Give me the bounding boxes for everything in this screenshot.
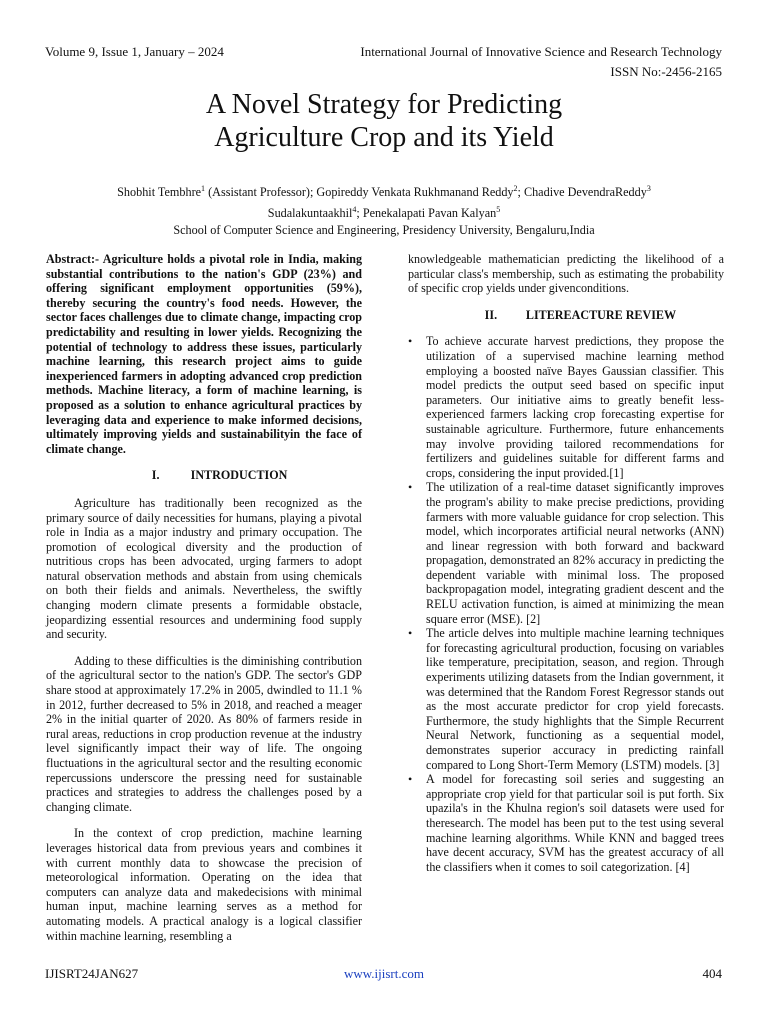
list-item: • The utilization of a real-time dataset significantly improves the program's ability to make precise predictions, providing farmers with more valuable guidance for crop selection. This model, which incorporates artificial neural networks (ANN) and linear regression with both forward and backward propagation, demonstrated an 82% accuracy in predicting the dependent variable with minimal loss. The proposed backpropagation model, integrating gradient descent and the RELU activation function, is aimed at minimizing the mean square error (MSE). [2] bbox=[408, 480, 724, 626]
abstract: Abstract:- Agriculture holds a pivotal role in India, making substantial contributions to the nation's GDP (23%) and offering significant employment opportunities (59%), thereby securing the country's food needs. However, the sector faces challenges due to climate change, impacting crop predictability and resulting in lower yields. Recognizing the potential of technology to address these issues, particularly machine learning, this research project aims to guide inexperienced farmers in adopting advanced crop prediction methods. Machine literacy, a form of machine learning, is proposed as a solution to enhance agricultural practices by leveraging data and experience to make informed decisions, ultimately improving yields and sustainabilityin the face of climate change. bbox=[46, 252, 362, 456]
issn: ISSN No:-2456-2165 bbox=[610, 64, 722, 79]
page-number: 404 bbox=[702, 966, 722, 981]
author-line-1 bbox=[60, 180, 708, 201]
affiliation: School of Computer Science and Engineering, Presidency University, Bengaluru,India bbox=[173, 223, 595, 238]
section-number: II. bbox=[484, 307, 498, 322]
section-heading-literature-review bbox=[408, 308, 724, 323]
intro-paragraph-3: In the context of crop prediction, machine learning leverages historical data from previous years and combines it with current monthly data to showcase the precision of meteorological information. Operating on the idea that computers can analyze data and makedecisions with minimal human input, machine learning serves as a method for automating models. A practical analogy is a logical classifier within machine learning, resembling a bbox=[46, 826, 362, 943]
author-4: Sudalakuntaakhil bbox=[267, 206, 353, 221]
author-block bbox=[60, 180, 708, 239]
sup-5: 5 bbox=[496, 205, 501, 215]
paper-title bbox=[0, 88, 768, 154]
list-item: • To achieve accurate harvest predictions, they propose the utilization of a supervised machine learning method employing a boosted naïve Bayes Gaussian classifier. This model predicts the output seed based on specific input parameters. Our initiative aims to greatly benefit less-experienced farmers lacking crop forecasting expertise for sustainable agriculture. Furthermore, future enhancements may involve providing tailored recommendations for fertilizers and guidelines suitable for different farms and crops, considering the input provided.[1] bbox=[408, 334, 724, 480]
list-item: • The article delves into multiple machine learning techniques for forecasting agricultural production, focusing on variables like temperature, precipitation, season, and region. Through experiments utilizing datasets from the Indian government, it was determined that the Random Forest Regressor stands out as the most accurate predictor for crop yield forecasts. Furthermore, the study highlights that the Simple Recurrent Neural Network, functioning as a sequential model, demonstrates superior accuracy in predicting rainfall compared to Long Short-Term Memory (LSTM) models. [3] bbox=[408, 626, 724, 772]
intro-paragraph-2: Adding to these difficulties is the diminishing contribution of the agricultural sector to the nation's GDP. The sector's GDP share stood at approximately 17.2% in 2005, dwindled to 11.1 % in 2012, further decreased to 5% in 2018, and reached a meager 2% in the initial quarter of 2020. As 80% of farmers reside in rural areas, reductions in crop production revenue at the industry level significantly impact their way of life. The ongoing fluctuations in the agricultural sector and the resulting economic repercussions underscore the pressing need for sustainable practices and strategies to address the challenges posed by a changing climate. bbox=[46, 653, 362, 814]
sup-4: 4 bbox=[352, 205, 357, 215]
author-5: ; Penekalapati Pavan Kalyan bbox=[356, 206, 497, 221]
sup-2: 2 bbox=[513, 184, 518, 193]
volume-info: Volume 9, Issue 1, January – 2024 bbox=[45, 44, 224, 59]
sup-3: 3 bbox=[646, 184, 651, 193]
section-title: INTRODUCTION bbox=[190, 468, 288, 483]
section-heading-introduction bbox=[46, 468, 362, 483]
journal-url-link[interactable]: www.ijisrt.com bbox=[343, 966, 425, 981]
author-1: Shobhit Tembhre bbox=[117, 185, 202, 200]
list-item: • A model for forecasting soil series and suggesting an appropriate crop yield for that particular soil is put forth. Six upazila's in the Khulna region's soil datasets were used for theresearch. The model has been put to the test using several machine learning algorithms. While KNN and bagged trees have decent accuracy, SVM has the greatest accuracy of all the classifiers when it comes to soil categorization. [4] bbox=[408, 772, 724, 874]
title-line-1: A Novel Strategy for Predicting bbox=[205, 89, 563, 120]
left-column bbox=[46, 252, 362, 943]
title-line-2: Agriculture Crop and its Yield bbox=[214, 122, 554, 153]
intro-paragraph-1: Agriculture has traditionally been recognized as the primary source of daily necessities for humans, playing a pivotal role in India as a major industry and primary occupation. The promotion of ecological diversity and the production of nutritious crops has been advocated, urging farmers to adopt natural observation methods and abstain from using chemicals on both their fields and animals. Nevertheless, the swiftly changing modern climate presents a formidable obstacle, jeopardizing essential resources and undermining food supply and security. bbox=[46, 495, 362, 642]
author-2: (Assistant Professor); Gopireddy Venkata Rukhmanand Reddy bbox=[205, 185, 514, 200]
review-list bbox=[408, 334, 724, 874]
paper-id: IJISRT24JAN627 bbox=[45, 966, 139, 981]
section-number: I. bbox=[151, 468, 160, 483]
journal-name: International Journal of Innovative Science and Research Technology bbox=[360, 44, 722, 59]
author-line-2 bbox=[60, 201, 708, 222]
continuation-paragraph: knowledgeable mathematician predicting the likelihood of a particular class's membership, such as estimating the probability of specific crop yields under givenconditions. bbox=[408, 252, 724, 296]
author-3: ; Chadive DevendraReddy bbox=[517, 185, 647, 200]
section-title: LITEREACTURE REVIEW bbox=[525, 307, 677, 322]
sup-1: 1 bbox=[201, 184, 206, 193]
right-column bbox=[408, 252, 724, 874]
